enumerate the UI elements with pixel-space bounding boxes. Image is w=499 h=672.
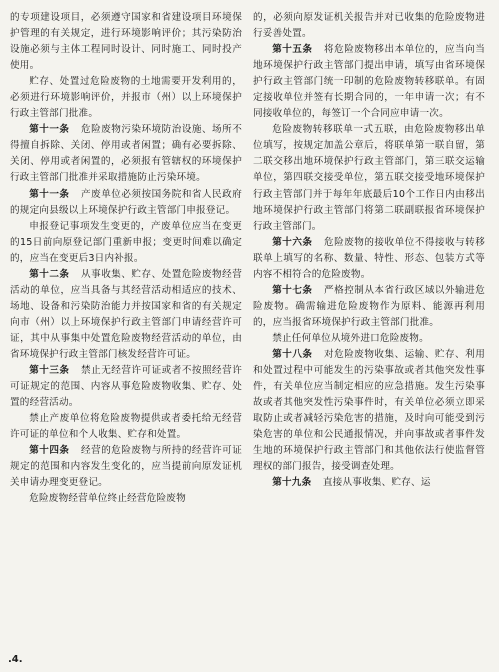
paragraph-text: 申报登记事项发生变更的，产废单位应当在变更的15日前向原登记部门重新申报；变更时间难以确定的，应当在变更后3日内补报。 [10, 220, 242, 264]
paragraph [253, 331, 485, 347]
paragraph-text: 直接从事收集、贮存、运 [322, 477, 431, 489]
paragraph [10, 491, 242, 507]
article-heading: 第十三条 [29, 365, 70, 377]
article-paragraph [253, 42, 485, 122]
paragraph-text: 禁止产废单位将危险废物提供或者委托给无经营许可证的单位和个人收集、贮存和处置。 [10, 413, 242, 441]
paragraph [10, 219, 242, 267]
article-paragraph [10, 187, 242, 219]
paragraph [10, 10, 242, 74]
left-column [10, 10, 242, 507]
article-paragraph [10, 267, 242, 363]
paragraph [10, 74, 242, 122]
page-number: .4. [8, 654, 23, 665]
paragraph-text: 的专项建设项目，必须遵守国家和省建设项目环境保护管理的有关规定，进行环境影响评价；其污染防治设施必须与主体工程同时设计、同时施工、同时投产使用。 [10, 12, 242, 72]
article-heading: 第十五条 [272, 44, 313, 56]
paragraph-text: 危险废物转移联单一式五联，由危险废物移出单位填写，按规定加盖公章后，将联单第一联自留，第二联交移出地环境保护行政主管部门，第三联交运输单位，第四联交接受单位，第五联交接受地环境保护行政主管部门并于每年年底最后10个工作日内由移出地环境保护行政主管部门将第二联副联报省环境保护行政主管部门。 [253, 124, 485, 232]
paragraph [253, 10, 485, 42]
paragraph-text: 严格控制从本省行政区域以外输进危险废物。确需输进危险废物作为原料、能源再利用的，应当报省环境保护行政主管部门批准。 [253, 284, 485, 328]
article-heading: 第十八条 [272, 348, 313, 360]
paragraph-text: 危险废物经营单位终止经营危险废物 [29, 493, 186, 505]
paragraph-text: 从事收集、贮存、处置危险废物经营活动的单位，应当具备与其经营活动相适应的技术、场地、设备和污染防治能力并按国家和省的有关规定向市（州）以上环境保护行政主管部门申请经营许可证，其中从事集中处置危险废物经营活动的单位，由省环境保护行政主管部门核发经营许可证。 [10, 268, 242, 360]
paragraph-text: 危险废物污染环境防治设施、场所不得擅自拆除、关闭、停用或者闲置；确有必要拆除、关闭、停用或者闲置的，必须报有管辖权的环境保护行政主管部门批准并采取措施防止污染环境。 [10, 124, 242, 184]
article-paragraph [10, 122, 242, 186]
paragraph-text: 贮存、处置过危险废物的土地需要开发利用的，必须进行环境影响评价，并报市（州）以上环境保护行政主管部门批准。 [10, 76, 242, 120]
article-paragraph [253, 347, 485, 475]
paragraph-text: 禁止无经营许可证或者不按照经营许可证规定的范围、内容从事危险废物收集、贮存、处置的经营活动。 [10, 365, 242, 409]
article-heading: 第十一条 [29, 188, 70, 200]
article-heading: 第十四条 [29, 445, 70, 457]
paragraph-text: 危险废物的接收单位不得接收与转移联单上填写的名称、数量、特性、形态、包装方式等内容不相符合的危险废物。 [253, 236, 485, 280]
paragraph-text: 的，必须向原发证机关报告并对已收集的危险废物进行妥善处置。 [253, 12, 485, 40]
article-heading: 第十七条 [272, 284, 313, 296]
article-paragraph [10, 363, 242, 411]
article-paragraph [253, 235, 485, 283]
article-heading: 第十二条 [29, 268, 70, 280]
article-heading: 第十一条 [29, 124, 70, 136]
article-paragraph [253, 475, 485, 491]
article-paragraph [253, 283, 485, 331]
paragraph-text: 将危险废物移出本单位的，应当向当地环境保护行政主管部门提出申请，填写由省环境保护行政主管部门统一印制的危险废物转移联单。有固定接收单位并签有长期合同的，一年申请一次；有不同接收单位的，每签订一个合同应申请一次。 [253, 44, 485, 120]
paragraph-text: 禁止任何单位从境外进口危险废物。 [272, 332, 429, 344]
article-heading: 第十九条 [272, 477, 312, 489]
paragraph-text: 产废单位必须按国务院和省人民政府的规定向县级以上环境保护行政主管部门申报登记。 [10, 188, 242, 216]
paragraph [10, 411, 242, 443]
paragraph-text: 经营的危险废物与所持的经营许可证规定的范围和内容发生变化的，应当提前向原发证机关申请办理变更登记。 [10, 445, 242, 489]
paragraph-text: 对危险废物收集、运输、贮存、利用和处置过程中可能发生的污染事故或者其他突发性事件，有关单位应当制定相应的应急措施。发生污染事故或者其他突发性污染事件时，有关单位必须立即采取防止或者减轻污染危害的措施，及时向可能受到污染危害的单位和公民通报情况，并向事故或者事件发生地的环境保护行政主管部门和其他依法行使监督管理权的部门报告，接受调查处理。 [253, 348, 485, 473]
article-heading: 第十六条 [272, 236, 313, 248]
article-paragraph [10, 443, 242, 491]
paragraph [253, 122, 485, 234]
right-column [253, 10, 485, 491]
